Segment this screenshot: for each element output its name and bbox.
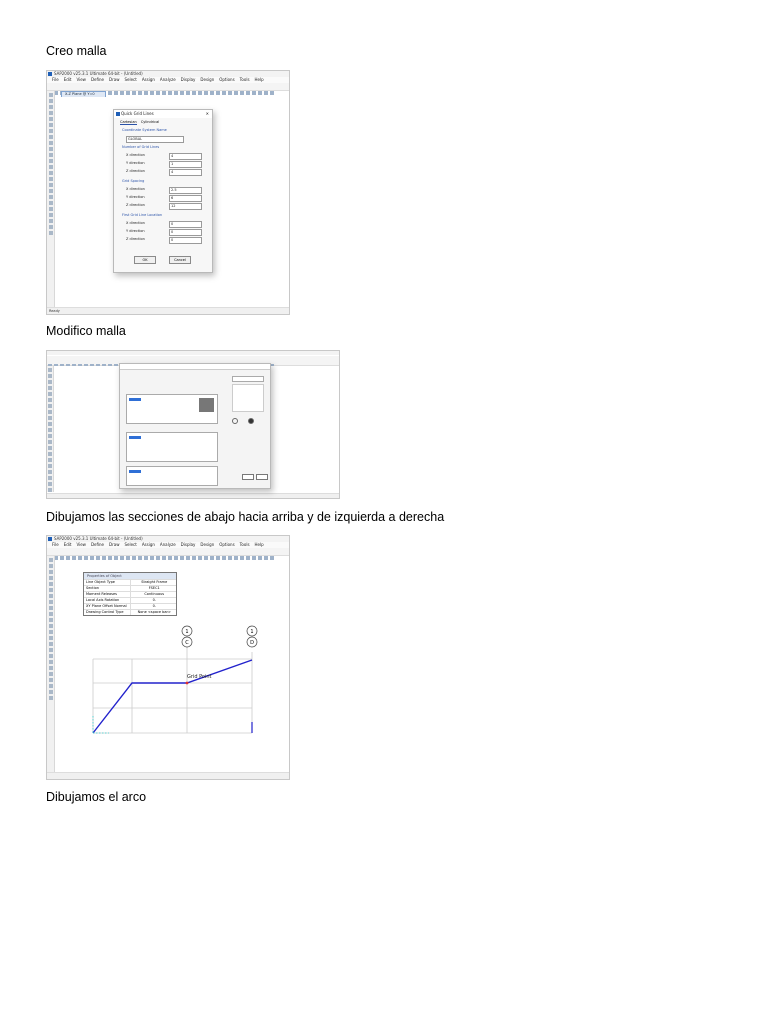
property-key: Section [86, 586, 100, 590]
screenshot-define-grid [46, 350, 340, 499]
display-grids-button[interactable] [232, 376, 264, 382]
toolbar-icon[interactable] [192, 556, 196, 560]
spacing-row [114, 185, 212, 193]
toolbar-icon[interactable] [174, 556, 178, 560]
spacing-input[interactable]: 2.5 [169, 187, 202, 194]
first-grid-header: First Grid Line Location [122, 213, 163, 217]
menu-item[interactable]: Design [200, 542, 215, 547]
side-tool-icon[interactable] [49, 648, 53, 652]
toolbar-icon[interactable] [162, 556, 166, 560]
dialog-title: Quick Grid Lines [121, 111, 154, 116]
grid-bubble-label: 1 [250, 629, 254, 635]
first-row [114, 235, 212, 243]
preview-box [232, 384, 264, 412]
side-tool-icon[interactable] [48, 470, 52, 474]
spacing-row [114, 193, 212, 201]
side-tool-icon[interactable] [49, 672, 53, 676]
grid-spacing-header: Grid Spacing [122, 179, 145, 183]
toolbar-icon[interactable] [270, 556, 274, 560]
toolbar-icon[interactable] [78, 556, 82, 560]
screenshot-draw-frames [46, 535, 290, 780]
side-tool-icon[interactable] [49, 582, 53, 586]
side-tool-icon[interactable] [48, 374, 52, 378]
side-tool-icon[interactable] [49, 117, 53, 121]
side-tool-icon[interactable] [49, 630, 53, 634]
side-tool-icon[interactable] [49, 141, 53, 145]
first-row [114, 227, 212, 235]
status-bar [47, 493, 339, 498]
quick-grid-dialog [113, 109, 213, 273]
side-tool-icon[interactable] [48, 440, 52, 444]
property-value[interactable]: 0. [130, 598, 177, 603]
menu-item[interactable]: Edit [63, 77, 72, 82]
toolbar-icon[interactable] [138, 91, 142, 95]
toolbar-icon[interactable] [204, 556, 208, 560]
toolbar-icon[interactable] [270, 91, 274, 95]
side-toolbar [47, 366, 54, 492]
side-tool-icon[interactable] [48, 398, 52, 402]
toolbar-icon[interactable] [144, 91, 148, 95]
property-value[interactable]: 0. [130, 604, 177, 609]
menu-item[interactable]: Tools [239, 77, 250, 82]
app-logo-icon [116, 112, 120, 116]
toolbar-icon[interactable] [198, 556, 202, 560]
ordinates-radio[interactable] [232, 418, 238, 424]
num-row [114, 159, 212, 167]
first-input[interactable]: 0 [169, 221, 202, 228]
define-grid-dialog [119, 363, 271, 489]
first-input[interactable]: 0 [169, 237, 202, 244]
property-value[interactable]: None <space bar> [130, 610, 177, 615]
properties-title: Properties of Object [84, 573, 176, 579]
status-bar [47, 772, 289, 779]
menu-item[interactable]: Display [180, 77, 196, 82]
menu-item[interactable]: View [76, 542, 86, 547]
frame-line[interactable] [93, 660, 252, 733]
menu-item[interactable]: Help [254, 542, 264, 547]
menu-item[interactable]: Edit [63, 542, 72, 547]
side-tool-icon[interactable] [49, 636, 53, 640]
dialog-title-bar [114, 110, 212, 118]
spacing-label: Y direction [126, 195, 145, 199]
side-toolbar [47, 91, 55, 308]
toolbar-icon[interactable] [66, 556, 70, 560]
side-tool-icon[interactable] [49, 684, 53, 688]
toolbar-icon[interactable] [246, 556, 250, 560]
toolbar-icon[interactable] [264, 556, 268, 560]
selected-row [129, 398, 141, 401]
toolbar-icon[interactable] [150, 91, 154, 95]
menu-item[interactable]: Select [124, 542, 137, 547]
side-toolbar [47, 556, 55, 773]
side-tool-icon[interactable] [48, 410, 52, 414]
side-tool-icon[interactable] [49, 600, 53, 604]
side-tool-icon[interactable] [49, 99, 53, 103]
toolbar-icon[interactable] [168, 91, 172, 95]
toolbar-icon[interactable] [150, 556, 154, 560]
side-tool-icon[interactable] [48, 458, 52, 462]
toolbar-icon[interactable] [108, 556, 112, 560]
property-row [84, 585, 176, 591]
side-tool-icon[interactable] [49, 93, 53, 97]
side-tool-icon[interactable] [49, 135, 53, 139]
toolbar-icon[interactable] [108, 91, 112, 95]
view-tab[interactable]: X-Z Plane @ Y=0 [61, 91, 106, 98]
window-title: SAP2000 v25.3.1 Ultimate 64-bit - (Untitled) [54, 71, 143, 76]
window-title: SAP2000 v25.3.1 Ultimate 64-bit - (Untitled) [54, 536, 143, 541]
caption-dibujamos-arco: Dibujamos el arco [46, 790, 147, 804]
property-key: XY Plane Offset Normal [86, 604, 127, 608]
side-tool-icon[interactable] [48, 476, 52, 480]
property-row [84, 579, 176, 585]
toolbar-icon[interactable] [144, 556, 148, 560]
side-tool-icon[interactable] [49, 105, 53, 109]
toolbar-icon[interactable] [240, 556, 244, 560]
num-row [114, 167, 212, 175]
side-tool-icon[interactable] [48, 482, 52, 486]
menu-item[interactable]: Define [90, 77, 105, 82]
side-tool-icon[interactable] [49, 558, 53, 562]
side-tool-icon[interactable] [48, 464, 52, 468]
toolbar-icon[interactable] [186, 91, 190, 95]
num-label: Z direction [126, 169, 145, 173]
toolbar-icon[interactable] [156, 91, 160, 95]
menu-item[interactable]: Draw [109, 542, 120, 547]
side-tool-icon[interactable] [48, 368, 52, 372]
property-value[interactable]: Straight Frame [130, 580, 177, 585]
selected-row [129, 436, 141, 439]
toolbar-icon[interactable] [228, 91, 232, 95]
side-tool-icon[interactable] [49, 570, 53, 574]
toolbar-icon[interactable] [252, 556, 256, 560]
selected-row [129, 470, 141, 473]
spacing-radio[interactable] [248, 418, 254, 424]
num-label: X direction [126, 153, 145, 157]
side-tool-icon[interactable] [48, 386, 52, 390]
menu-item[interactable]: Select [124, 77, 137, 82]
num-input[interactable]: 4 [169, 169, 202, 176]
dialog-title-bar [120, 364, 270, 370]
side-tool-icon[interactable] [49, 618, 53, 622]
side-tool-icon[interactable] [49, 624, 53, 628]
side-tool-icon[interactable] [49, 588, 53, 592]
toolbar-icon[interactable] [180, 556, 184, 560]
status-ready: Ready [49, 309, 60, 313]
dialog-tabs [114, 118, 212, 124]
side-tool-icon[interactable] [49, 594, 53, 598]
property-key: Moment Releases [86, 592, 117, 596]
side-tool-icon[interactable] [49, 207, 53, 211]
toolbar [47, 83, 289, 91]
menu-item[interactable]: Define [90, 542, 105, 547]
toolbar-icon[interactable] [84, 556, 88, 560]
property-value[interactable]: FSEC1 [130, 586, 177, 591]
x-grid-table[interactable] [126, 394, 218, 424]
toolbar-icon[interactable] [264, 91, 268, 95]
tab-cylindrical[interactable]: Cylindrical [140, 120, 160, 124]
toolbar-icon[interactable] [240, 91, 244, 95]
toolbar-icon[interactable] [192, 91, 196, 95]
menu-item[interactable]: Display [180, 542, 196, 547]
num-grid-header: Number of Grid Lines [122, 145, 160, 149]
side-tool-icon[interactable] [49, 666, 53, 670]
toolbar-icon[interactable] [156, 556, 160, 560]
first-input[interactable]: 0 [169, 229, 202, 236]
toolbar-icon[interactable] [60, 556, 64, 560]
menu-item[interactable]: File [52, 77, 59, 82]
side-tool-icon[interactable] [49, 612, 53, 616]
side-tool-icon[interactable] [49, 189, 53, 193]
toolbar-icon[interactable] [204, 91, 208, 95]
property-row [84, 591, 176, 597]
menu-item[interactable]: Options [219, 542, 235, 547]
toolbar-icon[interactable] [90, 556, 94, 560]
status-bar [47, 307, 289, 314]
toolbar-icon[interactable] [258, 91, 262, 95]
side-tool-icon[interactable] [49, 183, 53, 187]
toolbar-icon[interactable] [210, 91, 214, 95]
cancel-button-2[interactable] [256, 474, 268, 480]
toolbar-icon[interactable] [234, 91, 238, 95]
side-tool-icon[interactable] [49, 123, 53, 127]
side-tool-icon[interactable] [49, 177, 53, 181]
app-logo-icon [48, 72, 52, 76]
menu-item[interactable]: Options [219, 77, 235, 82]
toolbar-icon[interactable] [126, 556, 130, 560]
toolbar-icon[interactable] [126, 91, 130, 95]
side-tool-icon[interactable] [48, 452, 52, 456]
property-key: Local Axis Rotation [86, 598, 120, 602]
toolbar-icon[interactable] [72, 556, 76, 560]
side-tool-icon[interactable] [49, 153, 53, 157]
toolbar [47, 548, 289, 556]
side-tool-icon[interactable] [48, 392, 52, 396]
side-tool-icon[interactable] [49, 576, 53, 580]
toolbar-icon[interactable] [120, 556, 124, 560]
ok-button-2[interactable] [242, 474, 254, 480]
toolbar-icon[interactable] [216, 556, 220, 560]
side-tool-icon[interactable] [48, 422, 52, 426]
property-row [84, 609, 176, 615]
side-tool-icon[interactable] [49, 690, 53, 694]
toolbar-icon[interactable] [210, 556, 214, 560]
first-label: Z direction [126, 237, 145, 241]
menu-item[interactable]: Design [200, 77, 215, 82]
coord-system-header: Coordinate System Name [122, 128, 167, 132]
side-tool-icon[interactable] [48, 434, 52, 438]
toolbar-icon[interactable] [180, 91, 184, 95]
side-tool-icon[interactable] [48, 404, 52, 408]
spacing-label: X direction [126, 187, 145, 191]
spacing-input[interactable]: 6 [169, 195, 202, 202]
toolbar-icon[interactable] [234, 556, 238, 560]
side-tool-icon[interactable] [48, 416, 52, 420]
properties-of-object[interactable] [83, 572, 177, 616]
app-logo-icon [48, 537, 52, 541]
tab-cartesian[interactable]: Cartesian [120, 120, 137, 124]
num-row [114, 151, 212, 159]
toolbar-icon[interactable] [120, 91, 124, 95]
menu-item[interactable]: Help [254, 77, 264, 82]
side-tool-icon[interactable] [49, 678, 53, 682]
side-tool-icon[interactable] [49, 606, 53, 610]
property-row [84, 603, 176, 609]
spacing-label: Z direction [126, 203, 145, 207]
first-label: Y direction [126, 229, 145, 233]
toolbar-icon[interactable] [258, 556, 262, 560]
y-grid-table[interactable] [126, 432, 218, 462]
screenshot-quick-grid [46, 70, 290, 315]
side-tool-icon[interactable] [49, 159, 53, 163]
cancel-button[interactable]: Cancel [169, 256, 191, 264]
side-tool-icon[interactable] [49, 642, 53, 646]
num-input[interactable]: 1 [169, 161, 202, 168]
side-tool-icon[interactable] [49, 225, 53, 229]
snap-point [186, 682, 189, 685]
menu-item[interactable]: Analyze [159, 77, 176, 82]
property-value[interactable]: Continuous [130, 592, 177, 597]
side-tool-icon[interactable] [49, 213, 53, 217]
toolbar-icon[interactable] [96, 556, 100, 560]
bubble-color-cells [199, 398, 214, 412]
toolbar-icon[interactable] [222, 91, 226, 95]
side-tool-icon[interactable] [48, 446, 52, 450]
first-row [114, 219, 212, 227]
menu-item[interactable]: Tools [239, 542, 250, 547]
caption-creo-malla: Creo malla [46, 44, 107, 58]
first-label: X direction [126, 221, 145, 225]
toolbar-icon[interactable] [114, 556, 118, 560]
caption-dibujamos-secciones: Dibujamos las secciones de abajo hacia arriba y de izquierda a derecha [46, 510, 445, 524]
grid-bubble-label: D [250, 640, 254, 646]
side-tool-icon[interactable] [49, 201, 53, 205]
menu-item[interactable]: Analyze [159, 542, 176, 547]
toolbar-icon[interactable] [174, 91, 178, 95]
side-tool-icon[interactable] [49, 231, 53, 235]
toolbar-icon[interactable] [138, 556, 142, 560]
property-row [84, 597, 176, 603]
grid-bubble-label: C [185, 640, 189, 646]
side-tool-icon[interactable] [49, 696, 53, 700]
toolbar-icon[interactable] [114, 91, 118, 95]
toolbar-icon[interactable] [102, 556, 106, 560]
menu-item[interactable]: Assign [141, 542, 155, 547]
num-input[interactable]: 4 [169, 153, 202, 160]
grid-bubble-label: 1 [185, 629, 189, 635]
spacing-row [114, 201, 212, 209]
toolbar-icon[interactable] [246, 91, 250, 95]
close-icon[interactable]: ✕ [205, 111, 209, 116]
menu-item[interactable]: View [76, 77, 86, 82]
side-tool-icon[interactable] [48, 488, 52, 492]
ok-button[interactable]: OK [134, 256, 156, 264]
side-tool-icon[interactable] [49, 165, 53, 169]
side-tool-icon[interactable] [49, 171, 53, 175]
menu-item[interactable]: File [52, 542, 59, 547]
grid-point-tooltip: Grid Point [187, 674, 212, 680]
side-tool-icon[interactable] [49, 129, 53, 133]
toolbar-icon[interactable] [228, 556, 232, 560]
toolbar-icon[interactable] [216, 91, 220, 95]
toolbar-icon[interactable] [222, 556, 226, 560]
spacing-input[interactable]: 12 [169, 203, 202, 210]
side-tool-icon[interactable] [49, 219, 53, 223]
side-tool-icon[interactable] [48, 380, 52, 384]
menu-item[interactable]: Assign [141, 77, 155, 82]
side-tool-icon[interactable] [49, 654, 53, 658]
property-key: Line Object Type [86, 580, 115, 584]
coord-system-field[interactable]: GLOBAL [126, 136, 184, 143]
toolbar-icon[interactable] [162, 91, 166, 95]
property-key: Drawing Control Type [86, 610, 124, 614]
menu-item[interactable]: Draw [109, 77, 120, 82]
side-tool-icon[interactable] [49, 660, 53, 664]
toolbar-icon[interactable] [132, 556, 136, 560]
toolbar-icon[interactable] [132, 91, 136, 95]
window-title-bar [47, 351, 339, 355]
side-tool-icon[interactable] [49, 564, 53, 568]
toolbar-icon[interactable] [186, 556, 190, 560]
side-tool-icon[interactable] [48, 428, 52, 432]
toolbar-icon[interactable] [168, 556, 172, 560]
side-tool-icon[interactable] [49, 111, 53, 115]
z-grid-table[interactable] [126, 466, 218, 486]
caption-modifico-malla: Modifico malla [46, 324, 126, 338]
num-label: Y direction [126, 161, 145, 165]
toolbar-icon[interactable] [198, 91, 202, 95]
toolbar-icon[interactable] [252, 91, 256, 95]
side-tool-icon[interactable] [49, 195, 53, 199]
side-tool-icon[interactable] [49, 147, 53, 151]
